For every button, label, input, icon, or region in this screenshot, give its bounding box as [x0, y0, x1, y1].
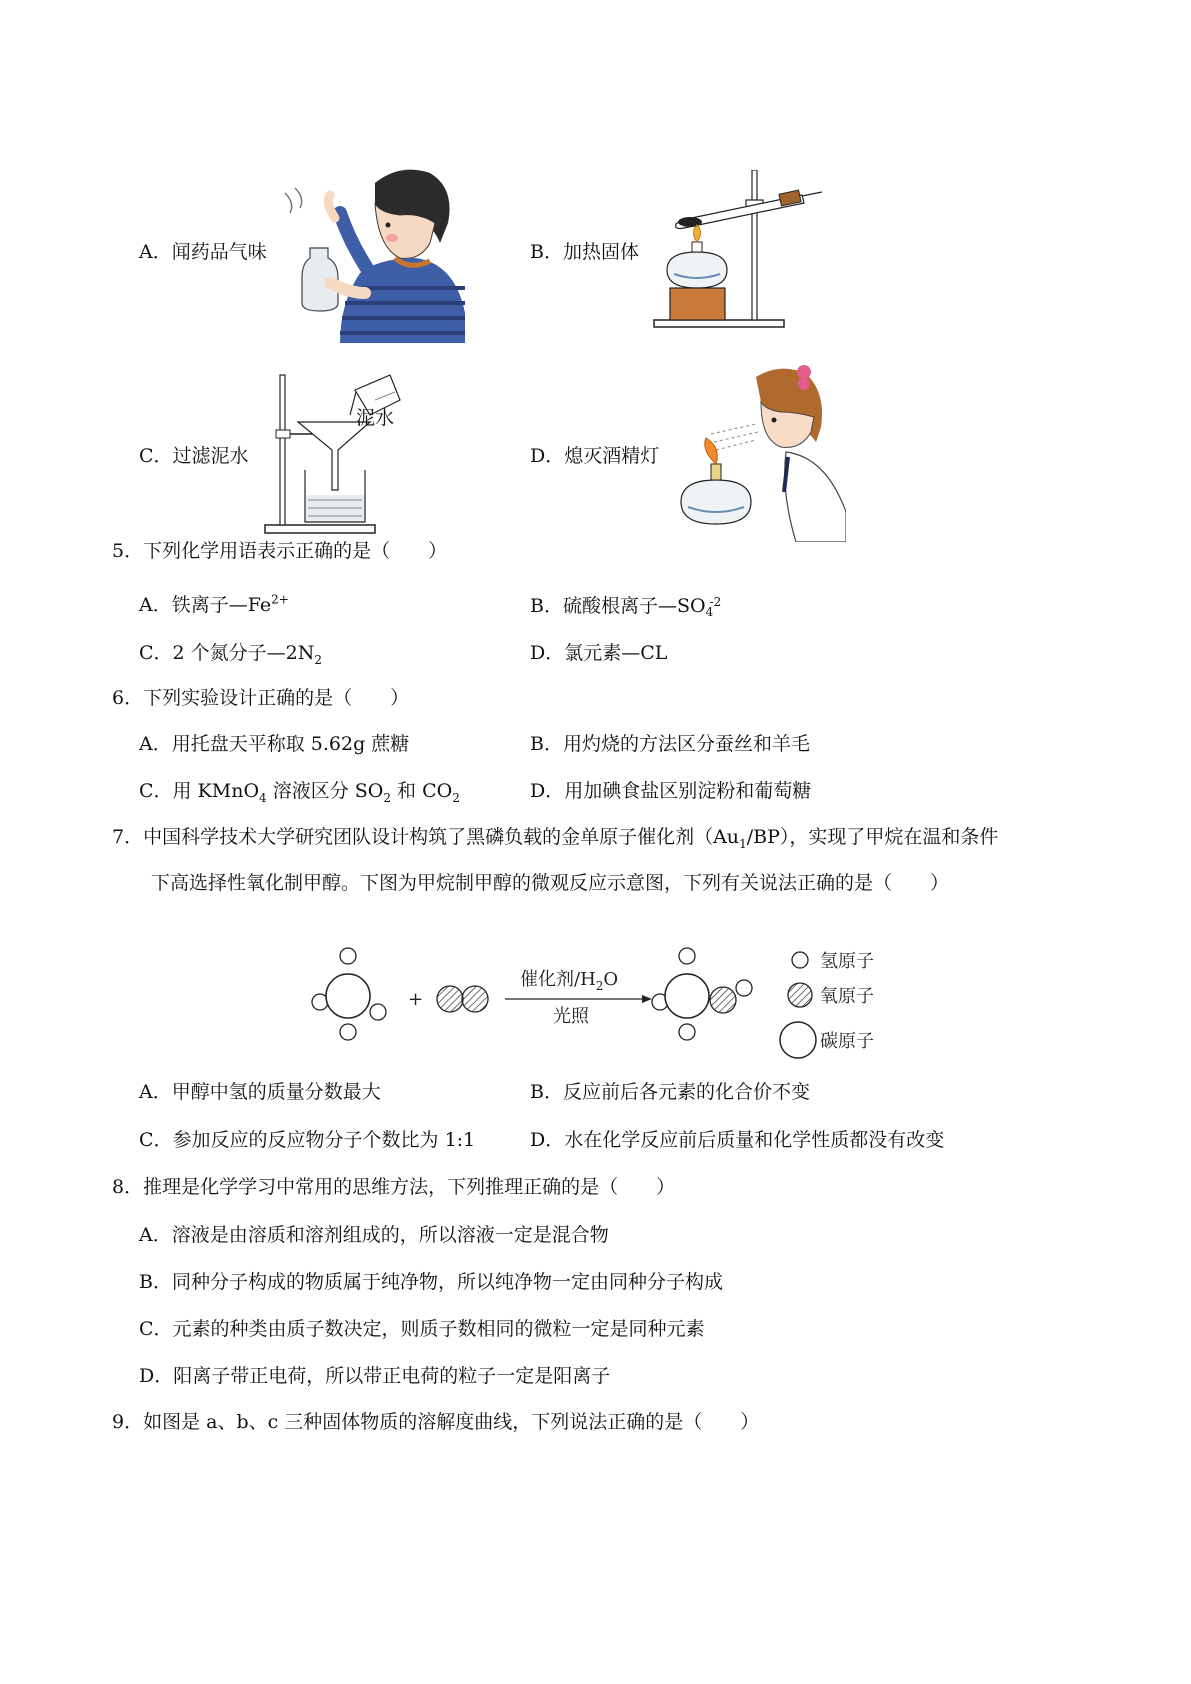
q5-option-c-sub: 2	[314, 652, 323, 667]
q7-option-d[interactable]: D．水在化学反应前后质量和化学性质都没有改变	[530, 1129, 945, 1151]
q5-option-b-text: B．硫酸根离子—SO	[530, 595, 706, 617]
extinguishing-alcohol-lamp-illustration	[676, 362, 846, 542]
q4-option-a[interactable]: A．闻药品气味	[139, 241, 267, 263]
legend-hydrogen: 氢原子	[820, 951, 874, 972]
methane-to-methanol-diagram	[310, 940, 900, 1060]
plus-sign: +	[408, 989, 424, 1010]
methanol-molecule	[652, 948, 752, 1040]
q6-stem: 6．下列实验设计正确的是（ ）	[112, 687, 410, 709]
q5-option-a-text: A．铁离子—Fe	[139, 594, 272, 616]
heating-solid-illustration	[652, 170, 827, 335]
methane-molecule	[312, 948, 386, 1040]
q5-option-b-sub: 4	[705, 605, 714, 619]
q6-c-sub2: 2	[383, 790, 392, 805]
q5-stem: 5．下列化学用语表示正确的是（ ）	[112, 540, 448, 562]
muddy-water-label: 泥水	[356, 407, 395, 429]
q6-c-part3: 和 CO	[391, 780, 453, 802]
q6-c-part1: C．用 KMnO	[139, 780, 260, 802]
q5-option-b-sup: -2	[709, 595, 722, 609]
q4-option-b[interactable]: B．加热固体	[530, 241, 639, 263]
q7-option-a[interactable]: A．甲醇中氢的质量分数最大	[139, 1081, 381, 1103]
legend-carbon: 碳原子	[820, 1031, 874, 1052]
q8-option-a[interactable]: A．溶液是由溶质和溶剂组成的，所以溶液一定是混合物	[139, 1224, 609, 1246]
q6-c-sub1: 4	[259, 790, 267, 805]
q7-stem-line1-sub: 1	[739, 836, 747, 851]
legend-oxygen: 氧原子	[820, 986, 874, 1007]
q5-option-d[interactable]: D．氯元素—CL	[530, 642, 668, 664]
q8-option-d[interactable]: D．阳离子带正电荷，所以带正电荷的粒子一定是阳离子	[139, 1365, 611, 1387]
filtering-muddy-water-illustration	[260, 370, 435, 540]
q7-stem-line1-text: 7．中国科学技术大学研究团队设计构筑了黑磷负载的金单原子催化剂（Au	[112, 826, 740, 848]
q6-option-c[interactable]	[139, 780, 460, 805]
q6-option-a[interactable]: A．用托盘天平称取 5.62g 蔗糖	[139, 733, 410, 755]
q4-option-c[interactable]: C．过滤泥水	[139, 445, 249, 467]
q8-option-b[interactable]: B．同种分子构成的物质属于纯净物，所以纯净物一定由同种分子构成	[139, 1271, 723, 1293]
q6-c-sub3: 2	[452, 790, 460, 805]
q8-option-c[interactable]: C．元素的种类由质子数决定，则质子数相同的微粒一定是同种元素	[139, 1318, 705, 1340]
q5-option-b[interactable]	[530, 596, 721, 618]
q7-stem-line1	[112, 826, 999, 851]
q6-option-b[interactable]: B．用灼烧的方法区分蚕丝和羊毛	[530, 733, 810, 755]
q9-stem: 9．如图是 a、b、c 三种固体物质的溶解度曲线，下列说法正确的是（ ）	[112, 1411, 760, 1433]
q6-c-part2: 溶液区分 SO	[266, 780, 384, 802]
arrow-above-text: 催化剂$/H_2O$	[520, 969, 619, 993]
q8-stem: 8．推理是化学学习中常用的思维方法，下列推理正确的是（ ）	[112, 1176, 676, 1198]
q5-option-a-sup: 2+	[271, 592, 289, 607]
q5-option-c-text: C．2 个氮分子—2N	[139, 642, 315, 664]
q6-option-d[interactable]: D．用加碘食盐区别淀粉和葡萄糖	[530, 780, 812, 802]
arrow-below-text: 光照	[553, 1006, 589, 1027]
smelling-chemical-illustration	[280, 163, 475, 343]
q7-option-c[interactable]: C．参加反应的反应物分子个数比为 1:1	[139, 1129, 476, 1151]
q7-stem-line2: 下高选择性氧化制甲醇。下图为甲烷制甲醇的微观反应示意图，下列有关说法正确的是（ ）	[151, 872, 950, 894]
legend	[780, 951, 874, 1058]
q7-stem-line1-end: /BP），实现了甲烷在温和条件	[746, 826, 999, 848]
q5-option-c[interactable]	[139, 642, 323, 667]
q5-option-a[interactable]	[139, 592, 289, 616]
oxygen-molecule	[437, 986, 488, 1012]
q4-option-d[interactable]: D．熄灭酒精灯	[530, 445, 660, 467]
q7-option-b[interactable]: B．反应前后各元素的化合价不变	[530, 1081, 810, 1103]
